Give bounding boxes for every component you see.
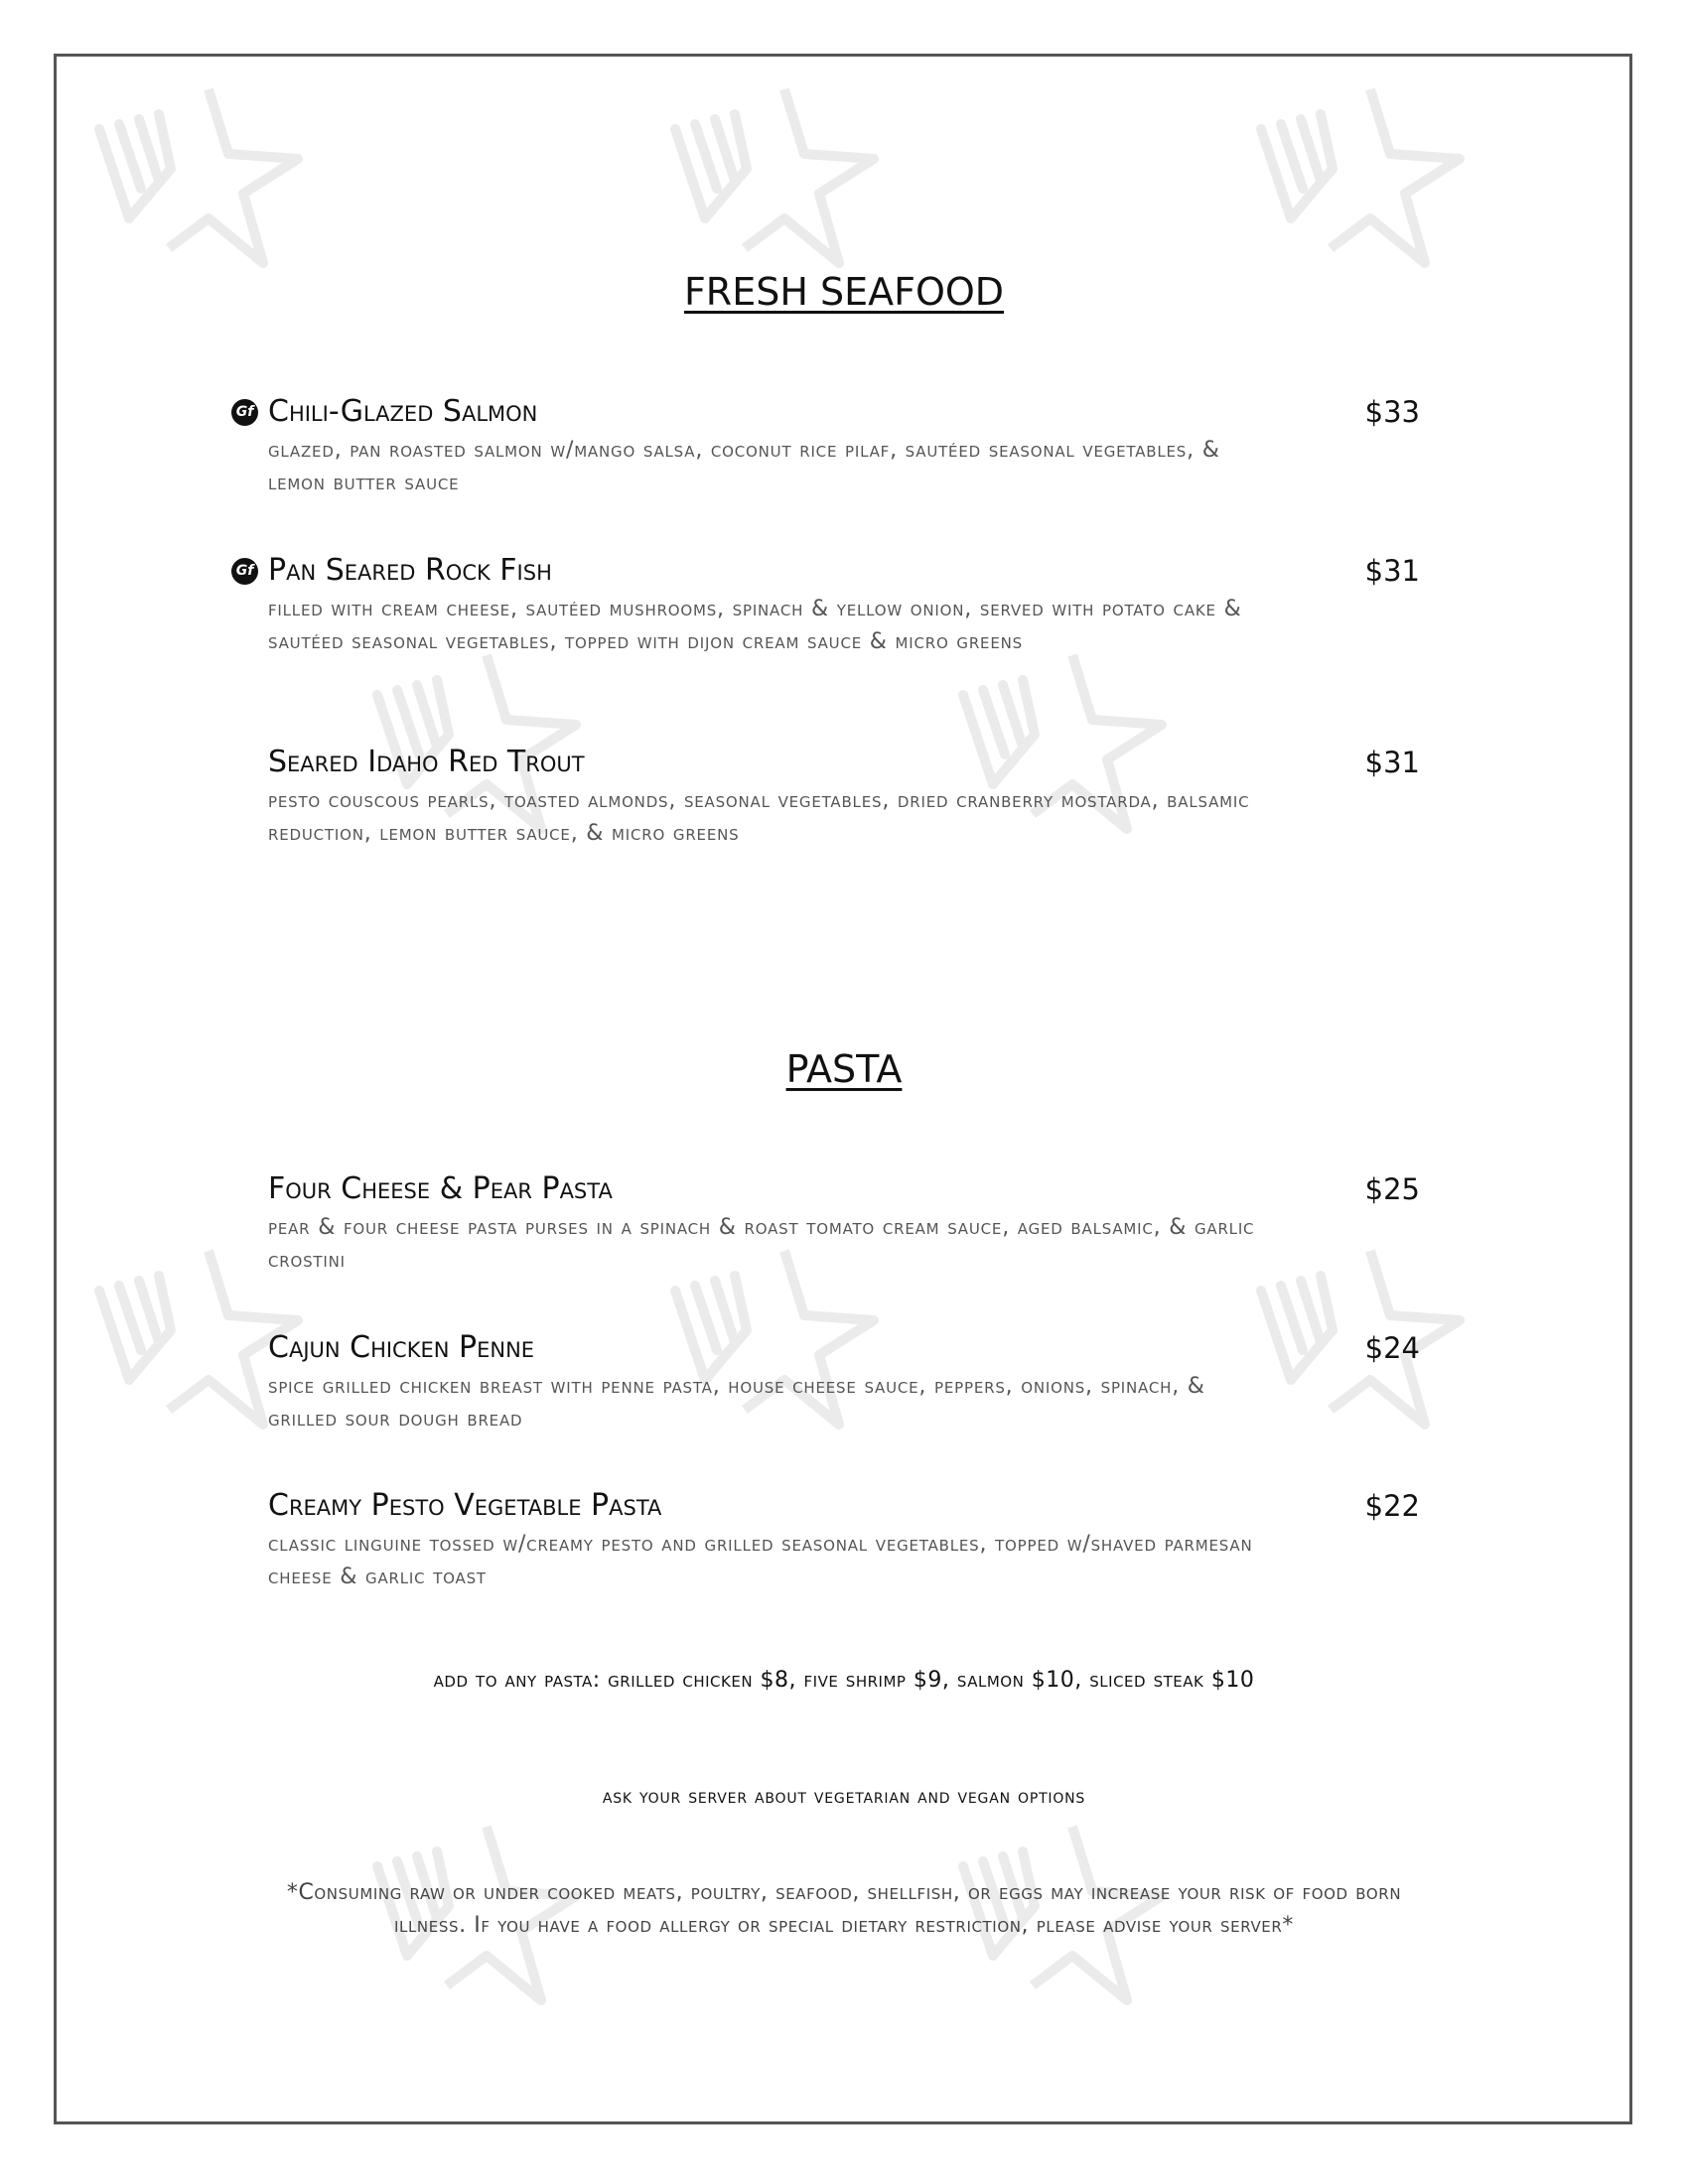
item-description: classic linguine tossed w/creamy pesto and grilled seasonal vegetables, topped w/shaved parmesan cheese & garlic toast — [268, 1532, 1253, 1589]
item-name: Cajun Chicken Penne — [268, 1330, 535, 1365]
menu-item — [268, 1486, 1420, 1593]
item-price: $25 — [1364, 1172, 1420, 1206]
item-price: $31 — [1364, 554, 1420, 588]
pasta-add-ons-note: add to any pasta: grilled chicken $8, five shrimp $9, salmon $10, sliced steak $10 — [433, 1668, 1255, 1693]
food-safety-disclaimer: *Consuming raw or under cooked meats, poultry, seafood, shellfish, or eggs may increase your risk of food born illness. If you have a food allergy or special dietary restriction, please advise your server* — [286, 1880, 1402, 1938]
item-description: pear & four cheese pasta purses in a spinach & roast tomato cream sauce, aged balsamic, & garlic crostini — [268, 1215, 1255, 1273]
menu-item — [268, 743, 1420, 850]
item-description: glazed, pan roasted salmon w/mango salsa, coconut rice pilaf, sautéed seasonal vegetables, & lemon butter sauce — [268, 438, 1220, 495]
item-price: $24 — [1364, 1331, 1420, 1365]
section-title-fresh-seafood: FRESH SEAFOOD — [683, 270, 1005, 314]
item-description: filled with cream cheese, sautéed mushrooms, spinach & yellow onion, served with potato cake & sautéed seasonal vegetables, topped with dijon cream sauce & micro greens — [268, 597, 1242, 654]
menu-item — [235, 551, 1420, 658]
vegetarian-options-note: ask your server about vegetarian and vegan options — [602, 1784, 1086, 1808]
item-description: pesto couscous pearls, toasted almonds, seasonal vegetables, dried cranberry mostarda, balsamic reduction, lemon butter sauce, & micro greens — [268, 788, 1250, 846]
gluten-free-icon: Gf — [231, 399, 258, 426]
item-name: Four Cheese & Pear Pasta — [268, 1171, 613, 1206]
gluten-free-icon: Gf — [231, 558, 258, 585]
item-price: $31 — [1364, 746, 1420, 779]
item-description: spice grilled chicken breast with penne pasta, house cheese sauce, peppers, onions, spinach, & grilled sour dough bread — [268, 1374, 1205, 1432]
item-name: Seared Idaho Red Trout — [268, 745, 585, 779]
menu-item — [268, 1169, 1420, 1277]
item-name: Chili-Glazed Salmon — [268, 394, 538, 429]
item-name: Creamy Pesto Vegetable Pasta — [268, 1488, 662, 1523]
section-title-pasta: PASTA — [785, 1047, 903, 1091]
item-price: $22 — [1364, 1489, 1420, 1523]
item-name: Pan Seared Rock Fish — [268, 553, 552, 588]
menu-item — [268, 1328, 1420, 1435]
menu-item — [235, 392, 1420, 499]
item-price: $33 — [1364, 395, 1420, 429]
